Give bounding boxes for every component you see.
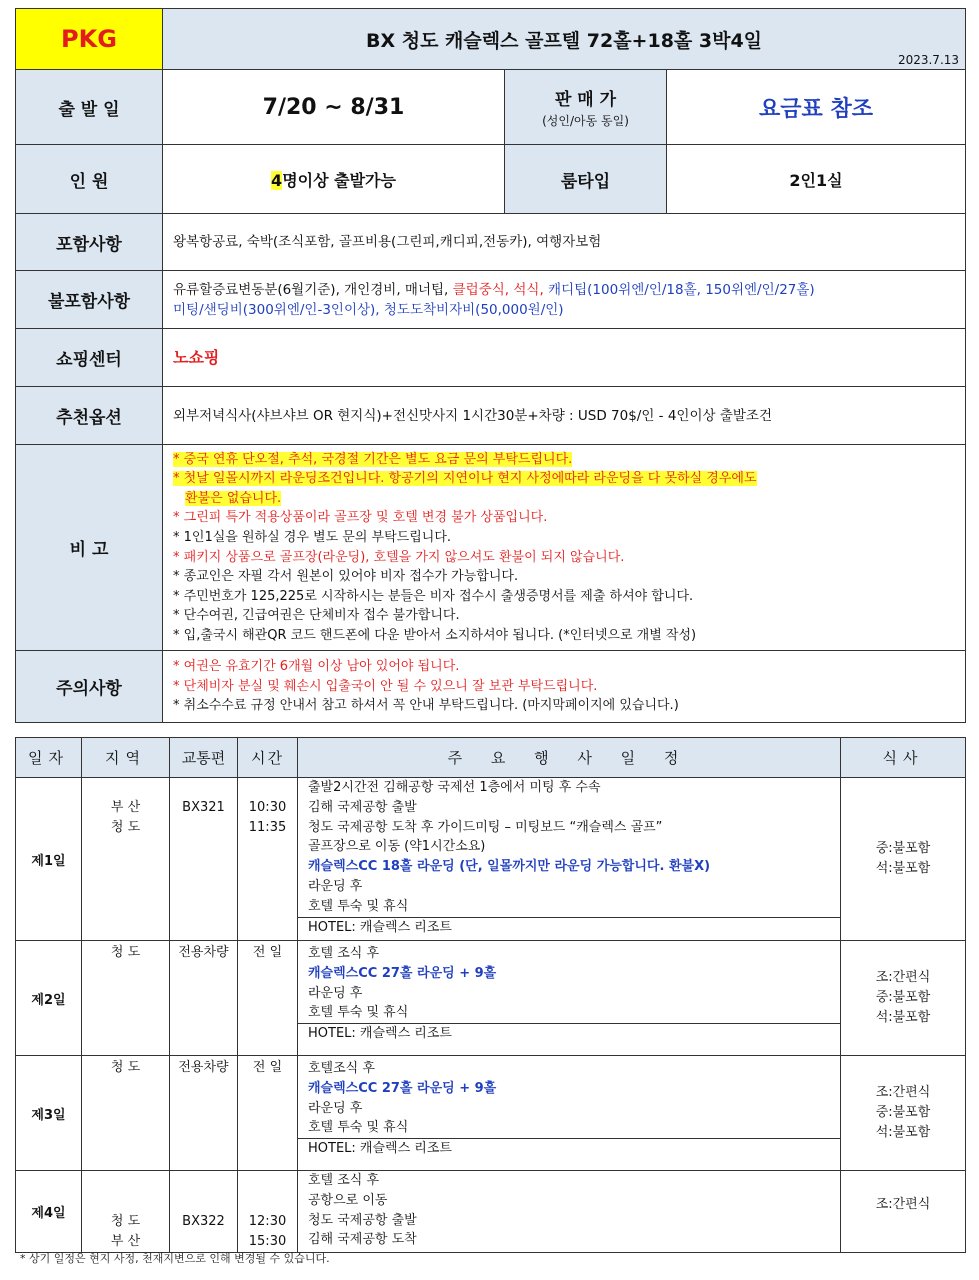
document-date: 2023.7.13	[897, 53, 960, 67]
schedule-line: 호텔 조식 후	[308, 946, 380, 961]
departure-label: 출 발 일	[16, 70, 163, 145]
hotel-line: HOTEL: 캐슬렉스 리조트	[298, 1023, 840, 1044]
exclude-fees: 미팅/샌딩비(300위엔/인-3인이상), 청도도착비자비(50,000원/인)	[173, 301, 564, 318]
time-item: 11:35	[248, 820, 287, 835]
itinerary-day-row	[16, 1171, 966, 1253]
day-schedule	[298, 1171, 841, 1253]
meal-item: 석:불포함	[875, 861, 931, 876]
time-item: 10:30	[248, 800, 287, 815]
day-meals	[841, 778, 966, 941]
schedule-line: 골프장으로 이동 (약1시간소요)	[308, 839, 486, 855]
schedule-line: 청도 국제공항 출발	[308, 1212, 417, 1228]
remark-item: 환불은 없습니다.	[185, 490, 282, 506]
schedule-line: 캐슬렉스CC 27홀 라운딩 + 9홀	[308, 1080, 497, 1096]
region-item: 부 산	[110, 800, 141, 815]
exclude-label: 불포함사항	[16, 271, 163, 329]
day-label: 제2일	[16, 941, 82, 1056]
remarks-list	[163, 445, 966, 651]
day-time: 전 일	[238, 941, 298, 1056]
day-schedule	[298, 778, 841, 941]
schedule-line: 호텔조식 후	[308, 1061, 375, 1076]
day-meals	[841, 941, 966, 1056]
meal-item: 조:간편식	[875, 970, 931, 986]
hotel-line: HOTEL: 캐슬렉스 리조트	[298, 1138, 840, 1159]
day-transport: BX322	[170, 1171, 238, 1253]
day-region: 청 도	[82, 1056, 170, 1171]
caution-item: * 여권은 유효기간 6개월 이상 남아 있어야 됩니다.	[173, 659, 460, 675]
meal-item: 조:간편식	[875, 1197, 931, 1212]
region-item: 청 도	[110, 1214, 141, 1229]
include-label: 포함사항	[16, 214, 163, 271]
meal-item: 중:불포함	[875, 1105, 931, 1121]
meal-item: 석:불포함	[875, 1009, 931, 1025]
remark-item: * 종교인은 자필 각서 원본이 있어야 비자 접수가 가능합니다.	[173, 569, 519, 585]
day-time: 전 일	[238, 1056, 298, 1171]
schedule-line: 호텔 투숙 및 휴식	[308, 1005, 409, 1021]
day-time	[238, 778, 298, 941]
day-meals	[841, 1056, 966, 1171]
people-value: 명이상 출발가능	[282, 170, 396, 190]
schedule-line: 캐슬렉스CC 18홀 라운딩 (단, 일몰까지만 라운딩 가능합니다. 환불X)	[308, 859, 711, 875]
schedule-line: 청도 국제공항 도착 후 가이드미팅 – 미팅보드 “캐슬렉스 골프”	[308, 819, 663, 835]
header-date: 일자	[16, 738, 82, 778]
price-label: 판 매 가	[554, 90, 617, 110]
schedule-line: 라운딩 후	[308, 878, 363, 894]
itinerary-header-row	[16, 738, 966, 778]
remark-item: * 주민번호가 125,225로 시작하시는 분들은 비자 접수시 출생증명서를 제출 하셔야 합니다.	[173, 588, 694, 604]
remark-item: * 패키지 상품으로 골프장(라운딩), 호텔을 가지 않으셔도 환불이 되지 않습니다.	[173, 549, 625, 565]
caution-item: * 취소수수료 규정 안내서 참고 하셔서 꼭 안내 부탁드립니다. (마지막페이지에 있습니다.)	[173, 698, 679, 714]
region-item: 청 도	[110, 820, 141, 835]
day-region	[82, 1171, 170, 1253]
day-region	[82, 778, 170, 941]
day-transport: 전용차량	[170, 941, 238, 1056]
itinerary-day-row	[16, 941, 966, 1056]
include-value: 왕복항공료, 숙박(조식포함, 골프비용(그린피,캐디피,전동카), 여행자보험	[163, 214, 966, 271]
hotel-line: HOTEL: 캐슬렉스 리조트	[298, 917, 840, 938]
people-value-cell	[163, 145, 505, 214]
departure-value: 7/20 ~ 8/31	[163, 70, 505, 145]
remark-item: * 그린피 특가 적용상품이라 골프장 및 호텔 변경 불가 상품입니다.	[173, 510, 548, 526]
schedule-line: 호텔 투숙 및 휴식	[308, 898, 409, 914]
day-label: 제1일	[16, 778, 82, 941]
exclude-caddie-tip: 캐디팁(100위엔/인/18홀, 150위엔/인/27홀)	[548, 281, 815, 298]
schedule-line: 라운딩 후	[308, 985, 363, 1001]
schedule-line: 호텔 조식 후	[308, 1173, 380, 1188]
day-label: 제4일	[16, 1171, 82, 1253]
price-label-cell	[505, 70, 667, 145]
day-schedule	[298, 1056, 841, 1171]
remark-item: * 중국 연휴 단오절, 추석, 국경절 기간은 별도 요금 문의 부탁드립니다.	[173, 451, 573, 467]
remark-item: * 단수여권, 긴급여권은 단체비자 접수 불가합니다.	[173, 608, 460, 624]
schedule-line: 출발2시간전 김해공항 국제선 1층에서 미팅 후 수속	[308, 780, 601, 795]
people-label: 인 원	[16, 145, 163, 214]
caution-item: * 단체비자 분실 및 훼손시 입출국이 안 될 수 있으니 잘 보관 부탁드립니다.	[173, 678, 598, 694]
itinerary-day-row	[16, 1056, 966, 1171]
option-value: 외부저녁식사(샤브샤브 OR 현지식)+전신맛사지 1시간30분+차량 : USD 70$/인 - 4인이상 출발조건	[163, 387, 966, 445]
meal-item: 중:불포함	[875, 990, 931, 1006]
exclude-text: 유류할증료변동분(6월기준), 개인경비, 매너팁,	[173, 281, 453, 298]
region-item: 부 산	[110, 1234, 141, 1249]
day-transport: BX321	[170, 778, 238, 941]
room-value: 2인1실	[667, 145, 966, 214]
header-transport: 교통편	[170, 738, 238, 778]
day-schedule	[298, 941, 841, 1056]
header-meal: 식사	[841, 738, 966, 778]
schedule-line: 호텔 투숙 및 휴식	[308, 1120, 409, 1136]
option-label: 추천옵션	[16, 387, 163, 445]
people-min-count: 4	[271, 170, 283, 190]
time-item: 15:30	[248, 1234, 287, 1249]
day-region: 청 도	[82, 941, 170, 1056]
exclude-meals: 클럽중식, 석식,	[452, 281, 549, 298]
product-info-table	[15, 8, 966, 723]
time-item: 12:30	[248, 1214, 287, 1229]
itinerary-table	[15, 737, 966, 1253]
day-meals	[841, 1171, 966, 1253]
room-label: 룸타입	[505, 145, 667, 214]
remark-item: * 첫날 일몰시까지 라운딩조건입니다. 항공기의 지연이나 현지 사정에따라 라운딩을 다 못하실 경우에도	[173, 471, 757, 487]
price-sublabel: (성인/아동 동일)	[542, 114, 629, 128]
pkg-badge: PKG	[16, 9, 163, 70]
footnote: * 상기 일정은 현지 사정, 천재지변으로 인해 변경될 수 있습니다.	[20, 1252, 330, 1265]
day-label: 제3일	[16, 1056, 82, 1171]
meal-item: 조:간편식	[875, 1085, 931, 1101]
header-time: 시간	[238, 738, 298, 778]
caution-label: 주의사항	[16, 651, 163, 723]
schedule-line: 캐슬렉스CC 27홀 라운딩 + 9홀	[308, 965, 497, 981]
shopping-value: 노쇼핑	[163, 329, 966, 387]
schedule-line: 김해 국제공항 출발	[308, 799, 417, 815]
schedule-line: 김해 국제공항 도착	[308, 1232, 417, 1248]
day-time	[238, 1171, 298, 1253]
product-title	[163, 9, 966, 70]
header-region: 지역	[82, 738, 170, 778]
shopping-label: 쇼핑센터	[16, 329, 163, 387]
remark-item: * 1인1실을 원하실 경우 별도 문의 부탁드립니다.	[173, 529, 452, 545]
remarks-label: 비 고	[16, 445, 163, 651]
day-transport: 전용차량	[170, 1056, 238, 1171]
title-text: BX 청도 캐슬렉스 골프텔 72홀+18홀 3박4일	[365, 29, 763, 52]
schedule-line: 공항으로 이동	[308, 1192, 388, 1208]
itinerary-day-row	[16, 778, 966, 941]
exclude-value	[163, 271, 966, 329]
meal-item: 중:불포함	[875, 841, 931, 857]
header-schedule: 주 요 행 사 일 정	[298, 738, 841, 778]
meal-item: 석:불포함	[875, 1124, 931, 1140]
remark-item: * 입,출국시 해관QR 코드 핸드폰에 다운 받아서 소지하셔야 됩니다. (*인터넷으로 개별 작성)	[173, 627, 697, 643]
schedule-line: 라운딩 후	[308, 1100, 363, 1116]
caution-list	[163, 651, 966, 723]
price-value: 요금표 참조	[667, 70, 966, 145]
